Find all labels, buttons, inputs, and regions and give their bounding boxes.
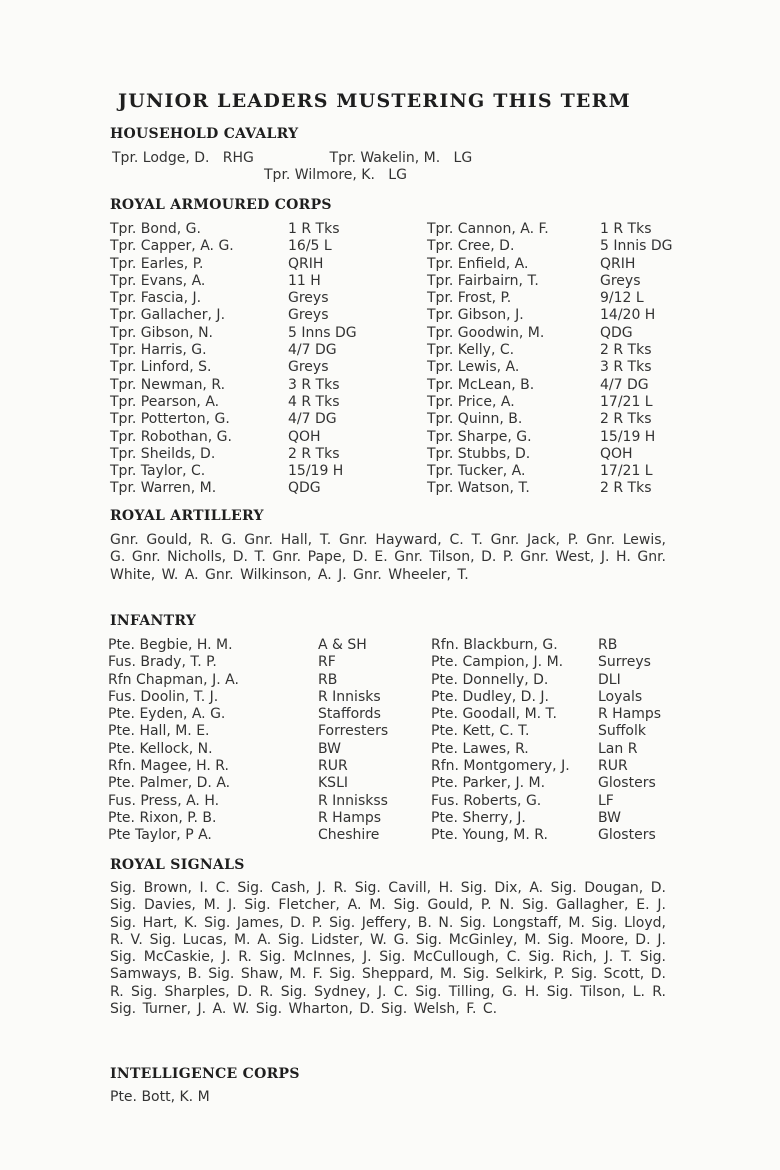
name-col-1: Tpr. Evans, A. — [110, 272, 206, 289]
unit-col-1: BW — [318, 740, 341, 757]
royal-armoured-corps-list — [0, 221, 780, 498]
unit-col-2: 2 R Tks — [600, 342, 652, 359]
list-row — [0, 377, 780, 394]
name-col-1: Tpr. Warren, M. — [110, 480, 217, 497]
name-col-2: Pte. Donnelly, D. — [431, 671, 549, 688]
household-cavalry-line-2: Tpr. Wilmore, K. LG — [264, 167, 407, 183]
unit-col-2: R Hamps — [598, 706, 662, 723]
name-col-2: Pte. Lawes, R. — [431, 740, 529, 757]
unit-col-1: RF — [318, 654, 336, 671]
list-row — [0, 758, 780, 775]
name-col-2: Tpr. Cree, D. — [427, 238, 515, 255]
unit-col-2: Surreys — [598, 654, 651, 671]
list-row — [0, 463, 780, 480]
name-col-1: Fus. Press, A. H. — [108, 792, 220, 809]
name-col-1: Rfn. Magee, H. R. — [108, 758, 229, 775]
name-col-1: Pte. Hall, M. E. — [108, 723, 210, 740]
unit-col-1: 16/5 L — [288, 238, 332, 255]
name-col-1: Pte. Palmer, D. A. — [108, 775, 231, 792]
list-row — [0, 775, 780, 792]
list-row — [0, 359, 780, 376]
unit-col-1: QOH — [288, 428, 321, 445]
unit-col-2: Glosters — [598, 827, 656, 844]
list-row — [0, 394, 780, 411]
unit-col-2: 15/19 H — [600, 428, 656, 445]
name-col-2: Pte. Dudley, D. J. — [431, 688, 549, 705]
name-col-2: Tpr. Enfield, A. — [427, 255, 529, 272]
unit-col-1: 5 Inns DG — [288, 324, 357, 341]
unit-col-2: LF — [598, 792, 614, 809]
name-col-1: Pte. Rixon, P. B. — [108, 809, 217, 826]
unit-col-2: QDG — [600, 324, 633, 341]
name-col-2: Tpr. Lewis, A. — [427, 359, 520, 376]
list-row — [0, 654, 780, 671]
list-row — [0, 429, 780, 446]
unit-col-2: 4/7 DG — [600, 376, 649, 393]
name-col-2: Tpr. Gibson, J. — [427, 307, 524, 324]
name-col-2: Pte. Kett, C. T. — [431, 723, 530, 740]
unit-col-2: 17/21 L — [600, 393, 653, 410]
name-col-2: Pte. Sherry, J. — [431, 809, 526, 826]
list-row — [0, 238, 780, 255]
section-heading-royal-artillery: ROYAL ARTILLERY — [110, 508, 264, 524]
list-row — [0, 689, 780, 706]
name-col-2: Pte. Goodall, M. T. — [431, 706, 557, 723]
unit-col-2: RB — [598, 637, 618, 653]
unit-col-1: A & SH — [318, 637, 367, 653]
list-row — [0, 307, 780, 324]
intelligence-corps-text: Pte. Bott, K. M — [110, 1089, 210, 1105]
name-col-2: Tpr. Fairbairn, T. — [427, 272, 539, 289]
unit-col-1: R Hamps — [318, 809, 382, 826]
list-row — [0, 256, 780, 273]
list-row — [0, 273, 780, 290]
list-row — [0, 810, 780, 827]
name-col-1: Pte. Begbie, H. M. — [108, 637, 233, 653]
unit-col-2: Suffolk — [598, 723, 646, 740]
unit-col-1: R Innisks — [318, 688, 381, 705]
unit-col-1: Staffords — [318, 706, 381, 723]
unit-col-2: Greys — [600, 272, 641, 289]
name-col-2: Tpr. Price, A. — [427, 393, 515, 410]
name-col-2: Tpr. Goodwin, M. — [427, 324, 545, 341]
name-col-2: Rfn. Montgomery, J. — [431, 758, 570, 775]
list-row — [0, 446, 780, 463]
list-row — [0, 221, 780, 238]
unit-col-1: 4/7 DG — [288, 411, 337, 428]
name-col-1: Tpr. Gibson, N. — [110, 324, 213, 341]
unit-col-1: KSLI — [318, 775, 348, 792]
name-col-1: Fus. Doolin, T. J. — [108, 688, 219, 705]
infantry-list — [0, 637, 780, 845]
unit-col-2: Loyals — [598, 688, 643, 705]
unit-col-2: QOH — [600, 445, 633, 462]
household-cavalry-line-1: Tpr. Lodge, D. RHG Tpr. Wakelin, M. LG — [112, 150, 473, 166]
unit-col-2: BW — [598, 809, 621, 826]
list-row — [0, 325, 780, 342]
unit-col-1: 11 H — [288, 272, 321, 289]
name-col-2: Tpr. Sharpe, G. — [427, 428, 532, 445]
unit-col-2: Lan R — [598, 740, 638, 757]
name-col-1: Tpr. Newman, R. — [110, 376, 226, 393]
list-row — [0, 827, 780, 844]
unit-col-2: QRIH — [600, 255, 636, 272]
name-col-2: Tpr. Frost, P. — [427, 290, 512, 307]
name-col-2: Pte. Young, M. R. — [431, 827, 548, 844]
unit-col-1: 15/19 H — [288, 463, 344, 480]
unit-col-1: Forresters — [318, 723, 389, 740]
unit-col-1: Cheshire — [318, 827, 380, 844]
section-heading-royal-signals: ROYAL SIGNALS — [110, 857, 245, 873]
section-heading-household-cavalry: HOUSEHOLD CAVALRY — [110, 126, 299, 142]
list-row — [0, 411, 780, 428]
section-heading-infantry: INFANTRY — [110, 613, 197, 629]
name-col-1: Tpr. Capper, A. G. — [110, 238, 234, 255]
name-col-2: Tpr. McLean, B. — [427, 376, 535, 393]
name-col-1: Tpr. Potterton, G. — [110, 411, 230, 428]
name-col-2: Tpr. Cannon, A. F. — [427, 221, 549, 237]
list-row — [0, 793, 780, 810]
name-col-1: Tpr. Pearson, A. — [110, 393, 220, 410]
name-col-1: Tpr. Bond, G. — [110, 221, 201, 237]
list-row — [0, 741, 780, 758]
list-row — [0, 290, 780, 307]
name-col-2: Pte. Campion, J. M. — [431, 654, 564, 671]
unit-col-2: 1 R Tks — [600, 221, 652, 237]
name-col-1: Tpr. Earles, P. — [110, 255, 204, 272]
list-row — [0, 637, 780, 654]
name-col-1: Pte. Kellock, N. — [108, 740, 213, 757]
name-col-2: Fus. Roberts, G. — [431, 792, 542, 809]
unit-col-1: QRIH — [288, 255, 324, 272]
unit-col-2: DLI — [598, 671, 621, 688]
unit-col-2: 17/21 L — [600, 463, 653, 480]
unit-col-1: 1 R Tks — [288, 221, 340, 237]
unit-col-2: 9/12 L — [600, 290, 644, 307]
unit-col-2: Glosters — [598, 775, 656, 792]
unit-col-1: QDG — [288, 480, 321, 497]
name-col-1: Tpr. Fascia, J. — [110, 290, 202, 307]
unit-col-1: 3 R Tks — [288, 376, 340, 393]
section-heading-intelligence-corps: INTELLIGENCE CORPS — [110, 1066, 300, 1082]
name-col-2: Tpr. Quinn, B. — [427, 411, 523, 428]
name-col-1: Tpr. Gallacher, J. — [110, 307, 226, 324]
unit-col-2: 3 R Tks — [600, 359, 652, 376]
list-row — [0, 480, 780, 497]
unit-col-2: 2 R Tks — [600, 480, 652, 497]
name-col-1: Rfn Chapman, J. A. — [108, 671, 239, 688]
name-col-2: Pte. Parker, J. M. — [431, 775, 546, 792]
list-row — [0, 706, 780, 723]
unit-col-1: RUR — [318, 758, 348, 775]
royal-artillery-text: Gnr. Gould, R. G. Gnr. Hall, T. Gnr. Hayward, C. T. Gnr. Jack, P. Gnr. Lewis, G. Gnr. Nicholls, D. T. Gnr. Pape, D. E. Gnr. Tilson, D. P. Gnr. West, J. H. Gnr. White, W. A. Gnr. Wilkinson, A. J. Gnr. Wheeler, T. — [110, 532, 666, 583]
unit-col-2: RUR — [598, 758, 628, 775]
name-col-1: Tpr. Sheilds, D. — [110, 445, 216, 462]
name-col-1: Tpr. Robothan, G. — [110, 428, 232, 445]
unit-col-2: 14/20 H — [600, 307, 656, 324]
name-col-2: Rfn. Blackburn, G. — [431, 637, 558, 653]
unit-col-1: Greys — [288, 290, 329, 307]
name-col-1: Pte. Eyden, A. G. — [108, 706, 226, 723]
name-col-2: Tpr. Kelly, C. — [427, 342, 515, 359]
name-col-2: Tpr. Watson, T. — [427, 480, 530, 497]
unit-col-1: 2 R Tks — [288, 445, 340, 462]
page-title: JUNIOR LEADERS MUSTERING THIS TERM — [118, 90, 631, 112]
name-col-2: Tpr. Tucker, A. — [427, 463, 526, 480]
unit-col-2: 5 Innis DG — [600, 238, 673, 255]
list-row — [0, 672, 780, 689]
royal-signals-text: Sig. Brown, I. C. Sig. Cash, J. R. Sig. Cavill, H. Sig. Dix, A. Sig. Dougan, D. Sig. Davies, M. J. Sig. Fletcher, A. M. Sig. Gould, P. N. Sig. Gallagher, E. J. Sig. Hart, K. Sig. James, D. P. Sig. Jeffery, B. N. Sig. Longstaff, M. Sig. Lloyd, R. V. Sig. Lucas, M. A. Sig. Lidster, W. G. Sig. McGinley, M. Sig. Moore, D. J. Sig. McCaskie, J. R. Sig. McInnes, J. Sig. McCullough, C. Sig. Rich, J. T. Sig. Samways, B. Sig. Shaw, M. F. Sig. Sheppard, M. Sig. Selkirk, P. Sig. Scott, D. R. Sig. Sharples, D. R. Sig. Sydney, J. C. Sig. Tilling, G. H. Sig. Tilson, L. R. Sig. Turner, J. A. W. Sig. Wharton, D. Sig. Welsh, F. C. — [110, 880, 666, 1018]
unit-col-1: Greys — [288, 359, 329, 376]
list-row — [0, 342, 780, 359]
name-col-2: Tpr. Stubbs, D. — [427, 445, 531, 462]
name-col-1: Tpr. Taylor, C. — [110, 463, 206, 480]
section-heading-royal-armoured-corps: ROYAL ARMOURED CORPS — [110, 197, 332, 213]
unit-col-1: Greys — [288, 307, 329, 324]
unit-col-1: 4 R Tks — [288, 393, 340, 410]
unit-col-1: R Inniskss — [318, 792, 388, 809]
name-col-1: Tpr. Harris, G. — [110, 342, 207, 359]
list-row — [0, 723, 780, 740]
unit-col-1: 4/7 DG — [288, 342, 337, 359]
name-col-1: Fus. Brady, T. P. — [108, 654, 217, 671]
name-col-1: Tpr. Linford, S. — [110, 359, 212, 376]
unit-col-1: RB — [318, 671, 338, 688]
name-col-1: Pte Taylor, P A. — [108, 827, 212, 844]
unit-col-2: 2 R Tks — [600, 411, 652, 428]
